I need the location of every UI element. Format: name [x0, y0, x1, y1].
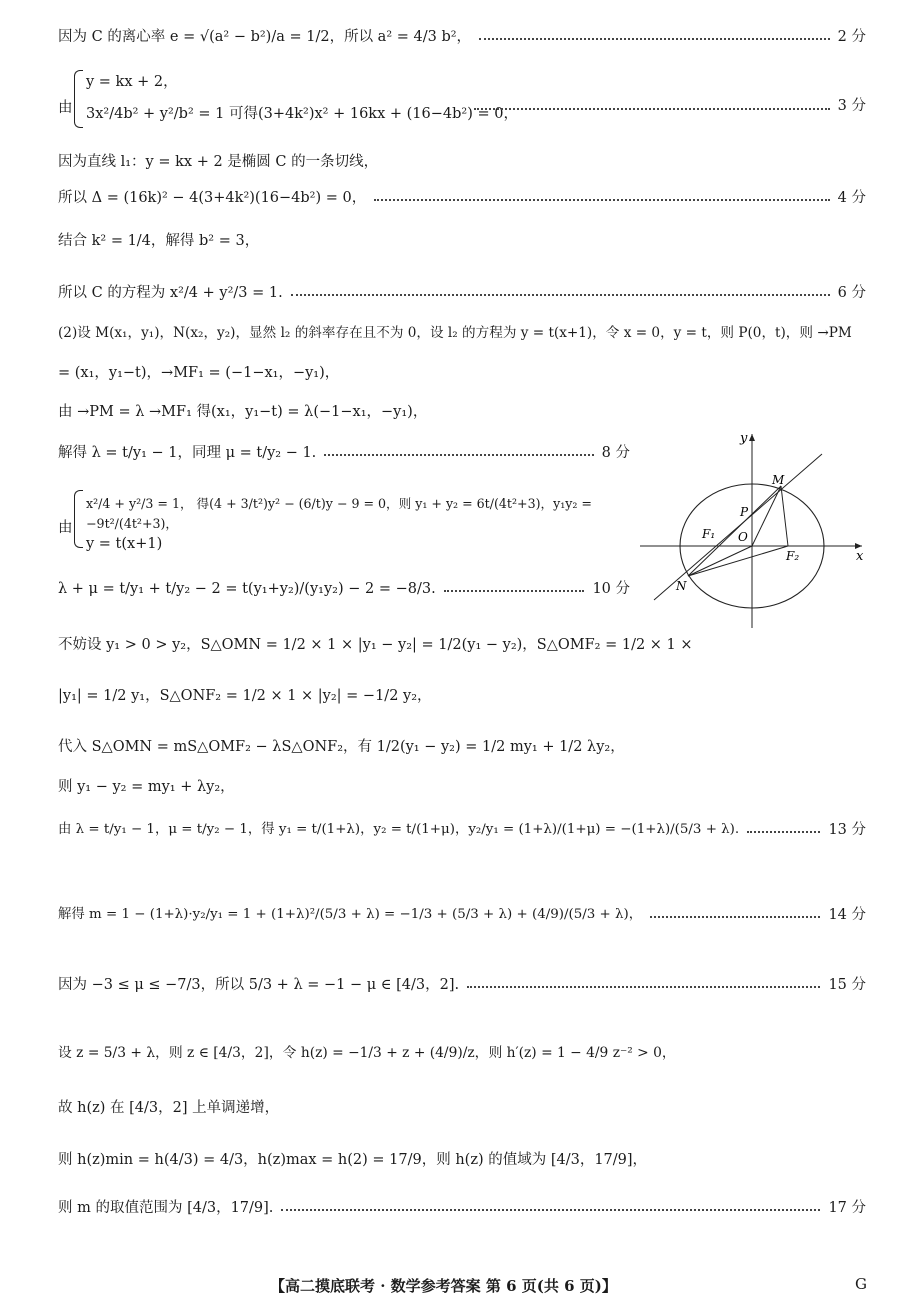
system-row: 3x²/4b² + y²/b² = 1 可得(3+4k²)x² + 16kx + (16−4b²) = 0， [86, 106, 518, 122]
y-axis-arrow [749, 434, 755, 441]
dot-leader [374, 199, 829, 201]
answer-line-12 [58, 579, 630, 599]
line-text: 因为 −3 ≤ μ ≤ −7/3，所以 5/3 + λ = −1 − μ ∈ [4/3，2]. [58, 977, 460, 993]
line-text: 因为 C 的离心率 e = √(a² − b²)/a = 1/2，所以 a² = 4/3 b²， [58, 29, 472, 45]
answer-line-1 [58, 27, 866, 47]
answer-line-22: 则 h(z)min = h(4/3) = 4/3，h(z)max = h(2) = 17/9，则 h(z) 的值域为 [4/3，17/9]， [58, 1152, 648, 1168]
system-row: x²/4 + y²/3 = 1， 得(4 + 3/t²)y² − (6/t)y − 9 = 0，则 y₁ + y₂ = 6t/(4t²+3)，y₁y₂ = −9t²/(4t²+3)， [86, 496, 592, 531]
segment-mf2 [781, 486, 788, 546]
dot-leader [467, 986, 820, 988]
system-row: y = kx + 2， [86, 74, 178, 90]
answer-line-5: 结合 k² = 1/4，解得 b² = 3， [58, 233, 260, 249]
answer-line-3: 因为直线 l₁：y = kx + 2 是椭圆 C 的一条切线， [58, 154, 379, 170]
brace-symbol [74, 490, 83, 548]
dot-leader [474, 90, 830, 110]
system-row: y = t(x+1) [86, 536, 163, 552]
dot-leader [747, 831, 820, 833]
answer-line-17 [58, 820, 866, 840]
answer-line-4 [58, 188, 866, 208]
answer-line-10 [58, 443, 630, 463]
dot-leader [479, 38, 830, 40]
answer-line-20: 设 z = 5/3 + λ，则 z ∈ [4/3，2]，令 h(z) = −1/3 + z + (4/9)/z，则 h′(z) = 1 − 4/9 z⁻² > 0， [58, 1045, 676, 1061]
score: 3 分 [837, 98, 866, 114]
dot-leader [291, 294, 830, 296]
equation-system-2 [58, 498, 618, 558]
version-mark: G [855, 1275, 867, 1293]
brace-symbol [74, 70, 83, 128]
score: 2 分 [837, 29, 866, 45]
answer-line-19 [58, 975, 866, 995]
segment-mo [752, 486, 781, 546]
score: 8 分 [601, 445, 630, 461]
score: 15 分 [828, 977, 866, 993]
line-text: 解得 m = 1 − (1+λ)·y₂/y₁ = 1 + (1+λ)²/(5/3 + λ) = −1/3 + (5/3 + λ) + (4/9)/(5/3 + λ)， [58, 907, 643, 922]
dot-leader [444, 590, 585, 592]
label-o: O [738, 530, 748, 544]
label-f1: F₁ [702, 527, 716, 541]
label-n: N [676, 579, 687, 593]
line-text: 所以 C 的方程为 x²/4 + y²/3 = 1. [58, 285, 283, 301]
answer-line-18 [58, 905, 866, 925]
line-text: λ + μ = t/y₁ + t/y₂ − 2 = t(y₁+y₂)/(y₁y₂) − 2 = −8/3. [58, 581, 436, 597]
answer-line-15: 代入 S△OMN = mS△OMF₂ − λS△ONF₂，有 1/2(y₁ − y₂) = 1/2 my₁ + 1/2 λy₂， [58, 739, 625, 755]
dot-leader [650, 916, 820, 918]
answer-line-21: 故 h(z) 在 [4/3，2] 上单调递增， [58, 1100, 280, 1116]
score: 14 分 [828, 907, 866, 923]
label-x: x [856, 549, 864, 564]
score: 10 分 [592, 581, 630, 597]
dot-leader [281, 1209, 820, 1211]
label-y: y [740, 431, 748, 446]
answer-line-23 [58, 1198, 866, 1218]
answer-line-9: 由 →PM = λ →MF₁ 得(x₁，y₁−t) = λ(−1−x₁，−y₁)， [58, 404, 428, 420]
label-p: P [740, 505, 749, 519]
score: 13 分 [828, 822, 866, 838]
line-text: 则 m 的取值范围为 [4/3，17/9]. [58, 1200, 274, 1216]
dot-leader [324, 454, 593, 456]
answer-line-13: 不妨设 y₁ > 0 > y₂，S△OMN = 1/2 × 1 × |y₁ − y₂| = 1/2(y₁ − y₂)，S△OMF₂ = 1/2 × 1 × [58, 637, 693, 653]
system-label: 由 [58, 100, 73, 116]
answer-line-14: |y₁| = 1/2 y₁，S△ONF₂ = 1/2 × 1 × |y₂| = −1/2 y₂， [58, 688, 432, 704]
line-text: 所以 Δ = (16k)² − 4(3+4k²)(16−4b²) = 0， [58, 190, 367, 206]
answer-line-7: (2)设 M(x₁，y₁)，N(x₂，y₂)，显然 l₂ 的斜率存在且不为 0，设 l₂ 的方程为 y = t(x+1)，令 x = 0，y = t，则 P(0，t)，则 →PM [58, 325, 852, 341]
score: 4 分 [837, 190, 866, 206]
line-text: 由 λ = t/y₁ − 1，μ = t/y₂ − 1，得 y₁ = t/(1+λ)，y₂ = t/(1+μ)，y₂/y₁ = (1+λ)/(1+μ) = −(1+λ)/(5/3 + λ). [58, 822, 740, 837]
answer-line-16: 则 y₁ − y₂ = my₁ + λy₂， [58, 779, 235, 795]
line-text: 解得 λ = t/y₁ − 1，同理 μ = t/y₂ − 1. [58, 445, 317, 461]
label-f2: F₂ [786, 549, 800, 563]
ellipse-diagram [636, 428, 872, 634]
answer-line-8: = (x₁，y₁−t)，→MF₁ = (−1−x₁，−y₁)， [58, 365, 340, 381]
segment-no [688, 546, 752, 576]
page-footer: 【高二摸底联考 · 数学参考答案 第 6 页(共 6 页)】 [270, 1277, 617, 1295]
score: 6 分 [837, 285, 866, 301]
score-row [466, 96, 866, 116]
score: 17 分 [828, 1200, 866, 1216]
answer-line-6 [58, 283, 866, 303]
system-label: 由 [58, 520, 73, 536]
label-m: M [772, 473, 785, 487]
